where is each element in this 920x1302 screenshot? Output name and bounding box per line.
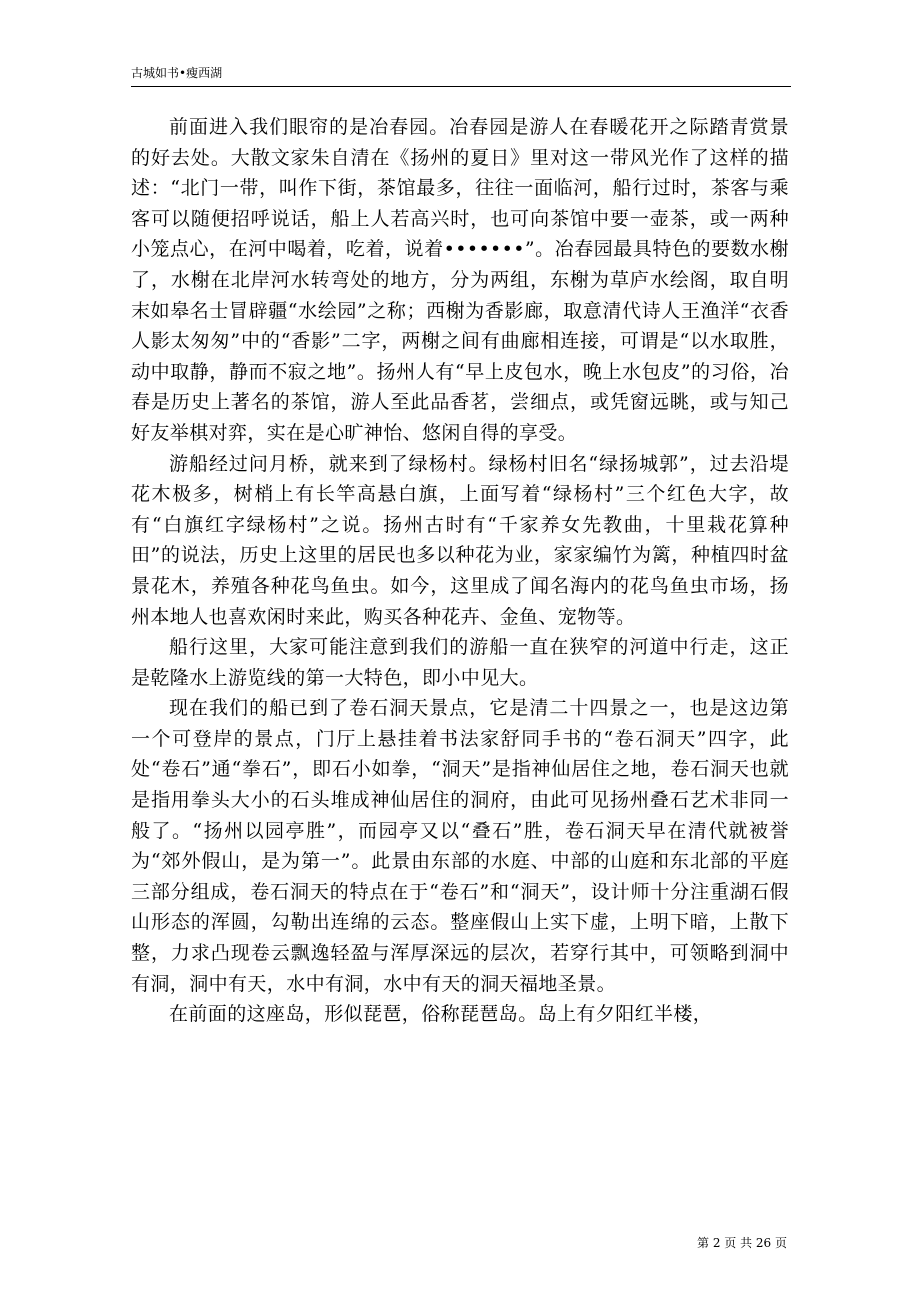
paragraph-lvyang-village: 游船经过问月桥，就来到了绿杨村。绿杨村旧名“绿扬城郭”，过去沿堤花木极多，树梢上有长竿高悬白旗，上面写着“绿杨村”三个红色大字，故有“白旗红字绿杨村”之说。扬州古时有“千家养女先教曲，十里栽花算种田”的说法，历史上这里的居民也多以种花为业，家家编竹为篱，种植四时盆景花木，养殖各种花鸟鱼虫。如今，这里成了闻名海内的花鸟鱼虫市场，扬州本地人也喜欢闲时来此，购买各种花卉、金鱼、宠物等。 [131, 452, 789, 628]
header-title: 古城如书•瘦西湖 [131, 66, 223, 80]
paragraph-narrow-river: 船行这里，大家可能注意到我们的游船一直在狭窄的河道中行走，这正是乾隆水上游览线的第一大特色，即小中见大。 [131, 636, 789, 689]
page-header [131, 64, 791, 87]
paragraph-yechun-garden: 前面进入我们眼帘的是冶春园。冶春园是游人在春暖花开之际踏青赏景的好去处。大散文家朱自清在《扬州的夏日》里对这一带风光作了这样的描述：“北门一带，叫作下街，茶馆最多，往往一面临河，船行过时，茶客与乘客可以随便招呼说话，船上人若高兴时，也可向茶馆中要一壶茶，或一两种小笼点心，在河中喝着，吃着，说着•••••••”。冶春园最具特色的要数水榭了，水榭在北岸河水转弯处的地方，分为两组，东榭为草庐水绘阁，取自明末如皋名士冒辟疆“水绘园”之称；西榭为香影廊，取意清代诗人王渔洋“衣香人影太匆匆”中的“香影”二字，两榭之间有曲廊相连接，可谓是“以水取胜，动中取静，静而不寂之地”。扬州人有“早上皮包水，晚上水包皮”的习俗，冶春是历史上著名的茶馆，游人至此品香茗，尝细点，或凭窗远眺，或与知己好友举棋对弈，实在是心旷神怡、悠闲自得的享受。 [131, 116, 789, 444]
paragraph-pipa-island: 在前面的这座岛，形似琵琶，俗称琵琶岛。岛上有夕阳红半楼， [169, 1003, 713, 1026]
page-number: 第 2 页 共 26 页 [697, 1236, 787, 1250]
paragraph-juanshi-dongtian: 现在我们的船已到了卷石洞天景点，它是清二十四景之一，也是这边第一个可登岸的景点，门厅上悬挂着书法家舒同手书的“卷石洞天”四字，此处“卷石”通“拳石”，即石小如拳，“洞天”是指神仙居住之地，卷石洞天也就是指用拳头大小的石头堆成神仙居住的洞府，由此可见扬州叠石艺术非同一般了。“扬州以园亭胜”，而园亭又以“叠石”胜，卷石洞天早在清代就被誉为“郊外假山，是为第一”。此景由东部的水庭、中部的山庭和东北部的平庭三部分组成，卷石洞天的特点在于“卷石”和“洞天”，设计师十分注重湖石假山形态的浑圆，勾勒出连绵的云态。整座假山上实下虚，上明下暗，上散下整，力求凸现卷云飘逸轻盈与浑厚深远的层次，若穿行其中，可领略到洞中有洞，洞中有天，水中有洞，水中有天的洞天福地圣景。 [131, 697, 789, 995]
body-text [131, 112, 789, 1030]
